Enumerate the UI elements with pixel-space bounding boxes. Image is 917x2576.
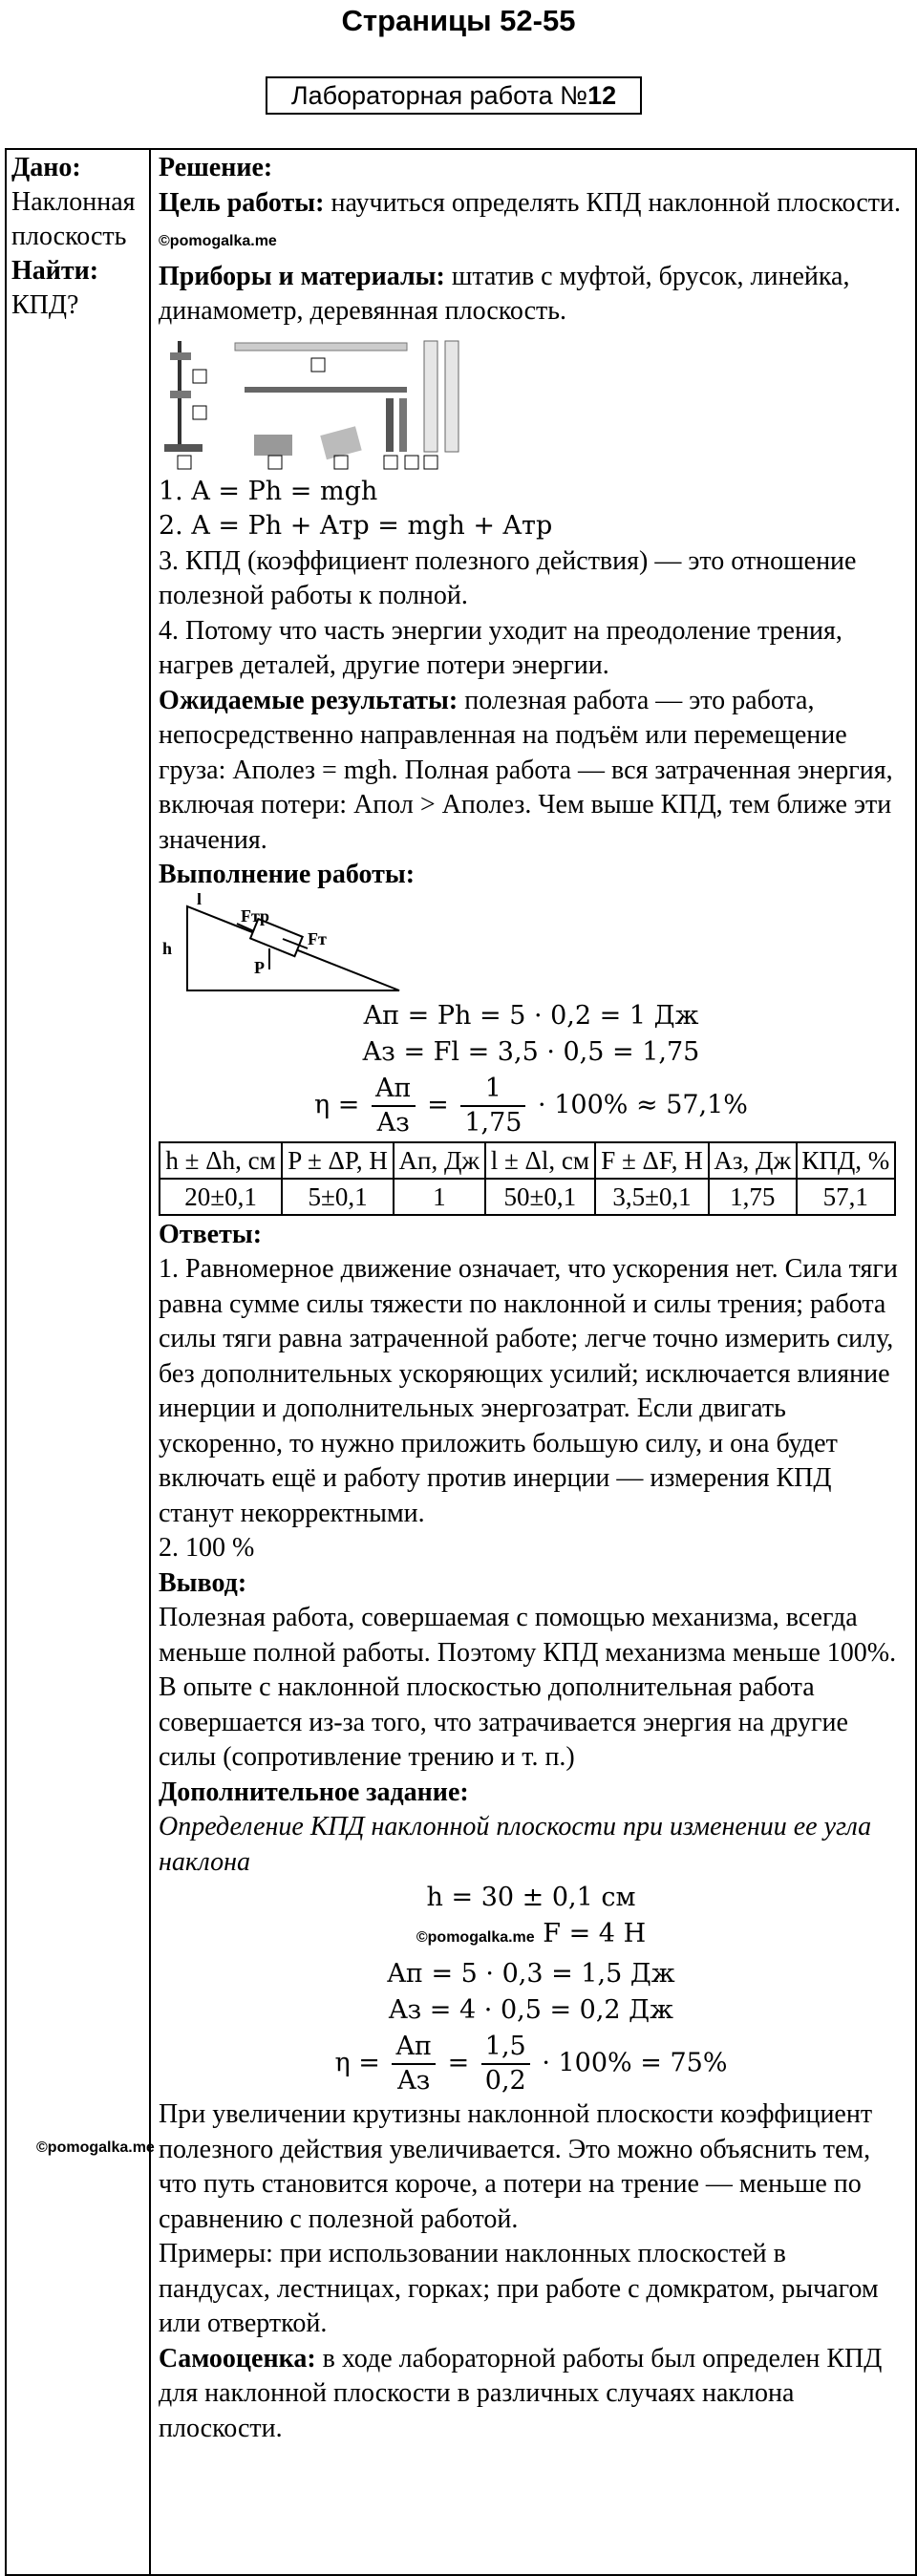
conclusion-label: Вывод: — [159, 1567, 247, 1598]
diagram-label-ft: Fт — [308, 928, 327, 948]
self-label: Самооценка: — [159, 2343, 316, 2374]
eq-efficiency: η = $\frac{Aп}{Aз}$ = $\frac{1}{1,75}$ · 100% ≈ 57,1% — [314, 1073, 748, 1138]
diagram-label-ftr: Fтр — [241, 905, 270, 926]
column-divider — [149, 148, 151, 2576]
x-eq-force: ©pomogalka.me F = 4 Н — [416, 1919, 647, 1948]
answer-1: 1. Равномерное движение означает, что ускорения нет. Сила тяги равна сумме силы тяжести по наклонной и силы трения; работа силы тяги равна затраченной работе; легче точно измерить силу, без дополнительных ускоряющих усилий; исключается влияние инерции и дополнительных энергозатрат. Если двигать ускоренно, то нужно приложить большую силу, и она будет включать ещё и работу против инерции — измерения КПД станут некорректными. — [159, 1254, 898, 1528]
table-header-cell: КПД, % — [797, 1142, 895, 1179]
execution-label: Выполнение работы: — [159, 860, 416, 889]
watermark: ©pomogalka.me — [159, 233, 277, 249]
equipment-illustration — [159, 331, 904, 475]
expected-results — [159, 684, 904, 859]
execution-equations — [159, 998, 904, 1139]
table-header-cell: Aз, Дж — [709, 1142, 797, 1179]
diagram-label-p: P — [254, 957, 265, 977]
item-2: 2. A = Ph + Aтр = mgh + Aтр — [159, 511, 553, 541]
eq-useful-work: Aп = Ph = 5 · 0,2 = 1 Дж — [363, 1000, 699, 1031]
goal — [159, 186, 904, 260]
solution-heading: Решение: — [159, 153, 273, 182]
table-header-row — [160, 1142, 895, 1179]
find-heading: Найти: — [11, 256, 99, 286]
table-header-cell: F ± ΔF, Н — [595, 1142, 709, 1179]
results-table — [159, 1141, 896, 1216]
find-text: КПД? — [11, 290, 79, 320]
materials — [159, 260, 904, 330]
lab-title: Лабораторная работа № — [290, 81, 588, 110]
table-header-cell: P ± ΔP, Н — [282, 1142, 394, 1179]
table-cell: 5±0,1 — [282, 1179, 394, 1215]
answers-label: Ответы: — [159, 1219, 263, 1249]
lab-number: 12 — [587, 81, 617, 110]
goal-label: Цель работы: — [159, 187, 325, 218]
item-1: 1. A = Ph = mgh — [159, 476, 378, 506]
table-header-cell: Aп, Дж — [394, 1142, 485, 1179]
table-cell: 50±0,1 — [485, 1179, 595, 1215]
watermark-left: ©pomogalka.me — [36, 2140, 155, 2156]
item-3: 3. КПД (коэффициент полезного действия) — это отношение полезной работы к полной. — [159, 545, 857, 610]
table-cell: 20±0,1 — [160, 1179, 282, 1215]
materials-label: Приборы и материалы: — [159, 261, 445, 291]
materials-text: штатив с муфтой, брусок, линейка, динамометр, деревянная плоскость. — [159, 261, 850, 326]
x-eq-height: h = 30 ± 0,1 см — [426, 1883, 636, 1912]
item-4: 4. Потому что часть энергии уходит на преодоление трения, нагрев деталей, другие потери энергии. — [159, 615, 842, 680]
given-text: Наклонная плоскость — [11, 187, 136, 251]
goal-text: научиться определять КПД наклонной плоскости. — [324, 187, 901, 218]
extra-text-1: При увеличении крутизны наклонной плоскости коэффициент полезного действия увеличивается. Это можно объяснить тем, что путь становится короче, а потери на трение — меньше по сравнению с полезной работой. — [159, 2099, 873, 2234]
lab-title-box — [266, 76, 642, 115]
x-eq-total: Aз = 4 · 0,5 = 0,2 Дж — [389, 1995, 673, 2025]
table-header-cell: l ± Δl, см — [485, 1142, 595, 1179]
watermark-2: ©pomogalka.me — [416, 1929, 535, 1946]
given-heading: Дано: — [11, 153, 81, 182]
solution-column — [159, 151, 904, 2446]
diagram-label-h: h — [162, 938, 173, 958]
answer-2: 2. 100 % — [159, 1533, 255, 1563]
table-header-cell: h ± Δh, см — [160, 1142, 282, 1179]
given-column — [11, 151, 145, 323]
table-row — [160, 1179, 895, 1215]
self-assessment — [159, 2342, 904, 2447]
table-cell: 1,75 — [709, 1179, 797, 1215]
table-cell: 57,1 — [797, 1179, 895, 1215]
expected-text: полезная работа — это работа, непосредственно направленная на подъём или перемещение груза: Aполез = mgh. Полная работа — вся затраченная энергия, включая потери: Aпол > Aполез. Чем выше КПД, тем ближе эти значения. — [159, 685, 893, 855]
expected-label: Ожидаемые результаты: — [159, 685, 458, 715]
table-cell: 3,5±0,1 — [595, 1179, 709, 1215]
extra-text-2: Примеры: при использовании наклонных плоскостей в пандусах, лестницах, горках; при работе с домкратом, рычагом или отверткой. — [159, 2239, 879, 2338]
page-title: Страницы 52-55 — [341, 4, 576, 37]
conclusion-text: Полезная работа, совершаемая с помощью механизма, всегда меньше полной работы. Поэтому КПД механизма меньше 100%. В опыте с наклонной плоскостью дополнительная работа совершается из-за того, что затрачивается энергия на другие силы (сопротивление трению и т. п.) — [159, 1603, 897, 1772]
eq-total-work: Aз = Fl = 3,5 · 0,5 = 1,75 — [362, 1036, 700, 1067]
incline-diagram — [159, 893, 904, 998]
extra-task-title: Определение КПД наклонной плоскости при изменении ее угла наклона — [159, 1812, 872, 1877]
extra-task-label: Дополнительное задание: — [159, 1777, 469, 1807]
extra-equations — [159, 1880, 904, 2097]
diagram-label-l: l — [197, 892, 203, 908]
x-eq-useful: Aп = 5 · 0,3 = 1,5 Дж — [387, 1959, 675, 1989]
table-cell: 1 — [394, 1179, 485, 1215]
x-eq-efficiency: η = $\frac{Aп}{Aз}$ = $\frac{1,5}{0,2}$ · 100% = 75% — [334, 2032, 728, 2096]
self-text: в ходе лабораторной работы был определен КПД для наклонной плоскости в различных случаях наклона плоскости. — [159, 2343, 883, 2443]
